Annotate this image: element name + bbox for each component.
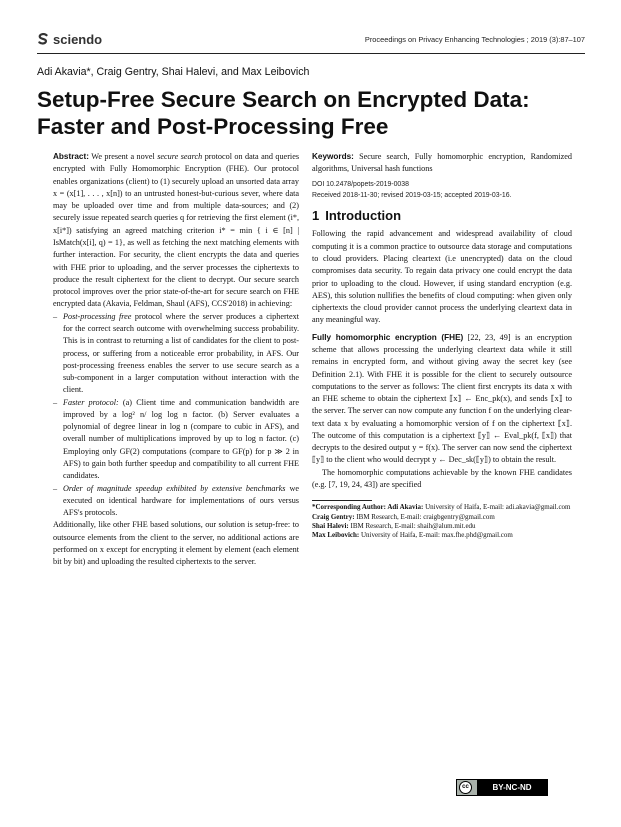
doi: DOI 10.2478/popets-2019-0038	[312, 181, 409, 189]
abstract-paragraph: Abstract: We present a novel secure search protocol on data and queries encrypted with Fully Homomorphic Encryption (FHE). Our protocol enables organizations (client) to (1) securely upload an unsorted data array x = (x[1], . . . , x[n]) to an untrusted honest-but-curious sever, where data may be uploaded over time and from multiple data-sources; and (2) securely issue repeated search queries q for retrieving the first element (i*, x[i*]) satisfying an agreed matching criterion i* = min { i ∈ [n] | IsMatch(x[i], q) = 1}, as well as fetching the next matching elements with further interaction. For security, the client encrypts the data and queries with FHE prior to uploading, and the server processes the ciphertexts to produce the result ciphertext for the client to decrypt. Our secure search protocol improves over the prior state-of-the-art for secure search on FHE encrypted data (Akavia, Feldman, Shaul (AFS), CCS'2018) in achieving:	[53, 152, 300, 309]
intro-paragraph-2: Fully homomorphic encryption (FHE) [22, 23, 49] is an encryption scheme that allows processing the underlying cleartext data while it still remains in encrypted form, and without giving away the secret key (see Definition 2.1). With FHE it is possible for the client to securely outsource computations to the server as follows: The client first encrypts its data x with an FHE scheme to obtain the ciphertext ⟦x⟧ ← Enc_pk(x), and sends ⟦x⟧ to the server. The server can now compute any function f on the underlying clear-text data x by evaluating a homomorphic version of f on the ciphertext ⟦x⟧. The outcome of this computation is a ciphertext ⟦y⟧ ← Eval_pk(f, ⟦x⟧) that decrypts to the desired output y = f(x). The server can now send the ciphertext ⟦y⟧ to the client who would decrypt y ← Dec_sk(⟦y⟧) to obtain the result.	[312, 332, 572, 465]
logo-text: sciendo	[53, 32, 103, 47]
license-badge	[456, 779, 548, 796]
abstract-bullet-1: – Post-processing free protocol where the server produces a ciphertext for the correct search outcome with overwhelming success probability. This is in contrast to returning a list of candidates for the client to post-process, or suffering from a noticeable error probability, in AFS. Our post-processing freeness enables the server to use secure search as a sub-component in a larger computation without interaction with the client.	[53, 311, 299, 397]
left-column	[53, 151, 299, 569]
footnote-rule	[312, 500, 372, 501]
sciendo-s-icon	[37, 33, 49, 45]
right-column	[312, 151, 572, 540]
cc-icon: cc	[459, 781, 472, 794]
intro-paragraph-3: The homomorphic computations achievable by the known FHE candidates (e.g. [7, 19, 24, 43]) are specified	[312, 467, 572, 490]
intro-paragraph-1: Following the rapid advancement and widespread availability of cloud computing it is a common practice to outsource data storage and computations to cloud providers. Placing cleartext (i.e unencrypted) data on the cloud compromises data security. To regain data privacy one could encrypt the data prior to uploading to the cloud. However, if using standard encryption (e.g. AES), this solution nullifies the benefits of cloud computing: when given only ciphertexts the cloud provider cannot process the underlying cleartext data in any meaningful way.	[312, 229, 572, 325]
footnote-author-2: Craig Gentry: IBM Research, E-mail: craigbgentry@gmail.com	[312, 512, 495, 521]
footnote-author-1: *Corresponding Author: Adi Akavia: University of Haifa, E-mail: adi.akavia@gmail.com	[312, 503, 571, 512]
footnote-author-3: Shai Halevi: IBM Research, E-mail: shaih@alum.mit.edu	[312, 521, 476, 530]
received-dates: Received 2018-11-30; revised 2019-03-15; accepted 2019-03-16.	[312, 192, 512, 200]
section-number: 1	[312, 208, 320, 224]
header-rule	[37, 53, 585, 54]
publisher-logo	[37, 32, 102, 47]
keywords-label: Keywords:	[312, 152, 354, 161]
abstract-label: Abstract:	[53, 152, 89, 161]
abstract-bullet-2: – Faster protocol: (a) Client time and communication bandwidth are improved by a log² n/ log log n factor. (b) Server evaluates a polynomial of degree linear in log n (compare to cubic in AFS), and overall number of multiplications improved by up to log n factor. (c) Employing only GF(2) computations (compare to GF(p) for p ≫ 2 in AFS) to gain both further speedup and compatibility to all current FHE candidates.	[53, 397, 299, 483]
keywords: Keywords: Secure search, Fully homomorphic encryption, Randomized algorithms, Universal hash functions	[312, 152, 573, 174]
paper-title	[37, 86, 597, 140]
section-title: Introduction	[325, 208, 402, 224]
title-line-2: Faster and Post-Processing Free	[37, 114, 389, 139]
page-header	[37, 32, 585, 50]
section-heading	[312, 208, 572, 223]
abstract-closing-paragraph: Additionally, like other FHE based solutions, our solution is setup-free: to outsource elements from the client to the server, no additional actions are performed on x except for encrypting it element by element (each element bit by bit) and uploading the resulted ciphertexts to the server.	[53, 520, 299, 567]
author-list: Adi Akavia*, Craig Gentry, Shai Halevi, and Max Leibovich	[37, 66, 310, 78]
footnote-author-4: Max Leibovich: University of Haifa, E-mail: max.fhe.phd@gmail.com	[312, 530, 513, 539]
license-text: BY-NC-ND	[477, 780, 547, 795]
title-line-1: Setup-Free Secure Search on Encrypted Data:	[37, 87, 530, 112]
abstract-bullet-3: – Order of magnitude speedup exhibited by extensive benchmarks we executed on identical hardware for implementations of ours versus AFS's protocols.	[53, 483, 299, 520]
fhe-label: Fully homomorphic encryption (FHE)	[312, 332, 464, 342]
journal-info: Proceedings on Privacy Enhancing Technologies ; 2019 (3):87–107	[364, 35, 585, 44]
